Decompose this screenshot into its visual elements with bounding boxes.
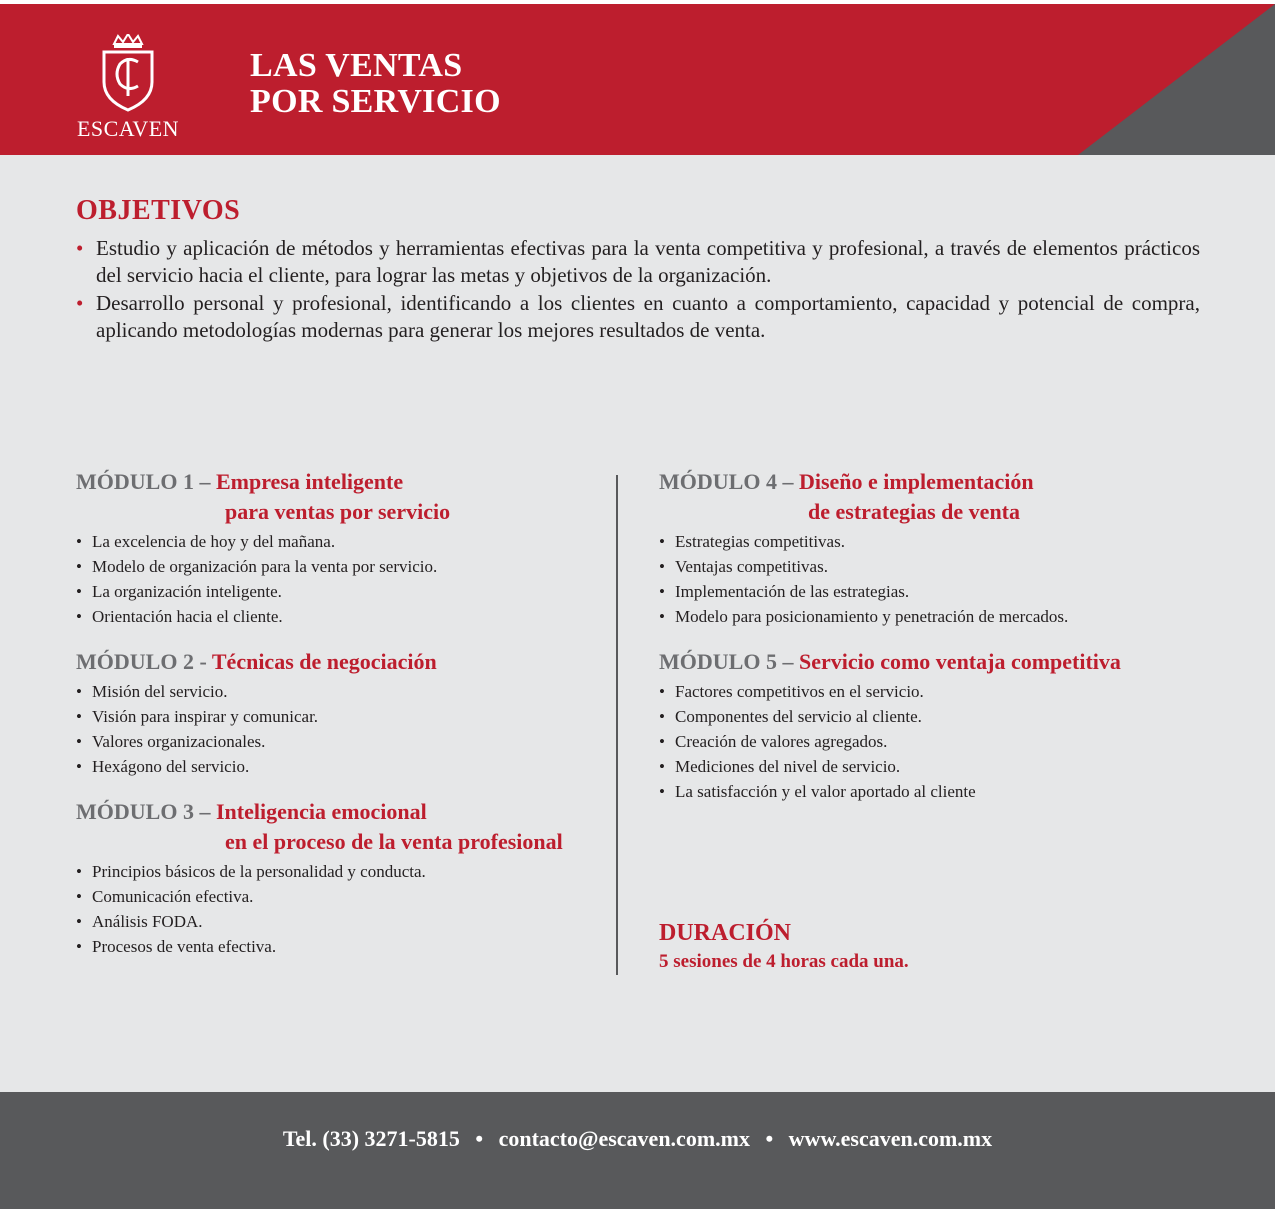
list-item: • La organización inteligente. bbox=[76, 579, 616, 604]
module-5 bbox=[659, 647, 1199, 804]
list-item: • Creación de valores agregados. bbox=[659, 729, 1199, 754]
crest-icon bbox=[98, 34, 158, 114]
column-divider bbox=[616, 475, 618, 975]
list-item: • Modelo de organización para la venta por servicio. bbox=[76, 554, 616, 579]
bullet-icon: • bbox=[76, 291, 84, 315]
list-item: • Análisis FODA. bbox=[76, 909, 616, 934]
module-heading: MÓDULO 4 – Diseño e implementación de estrategias de venta bbox=[659, 469, 1034, 524]
logo-wordmark: ESCAVEN bbox=[76, 116, 180, 141]
module-topics bbox=[76, 679, 616, 779]
list-item: • Principios básicos de la personalidad y conducta. bbox=[76, 859, 616, 884]
module-heading: MÓDULO 1 – Empresa inteligente para ventas por servicio bbox=[76, 469, 451, 524]
list-item: • Visión para inspirar y comunicar. bbox=[76, 704, 616, 729]
footer-bar bbox=[0, 1092, 1275, 1209]
module-heading: MÓDULO 2 - Técnicas de negociación bbox=[76, 649, 437, 674]
list-item: • La satisfacción y el valor aportado al cliente bbox=[659, 779, 1199, 804]
duracion-text: 5 sesiones de 4 horas cada una. bbox=[659, 951, 909, 972]
module-heading: MÓDULO 5 – Servicio como ventaja competitiva bbox=[659, 649, 1121, 674]
objetivos-list bbox=[76, 235, 1200, 345]
module-topics bbox=[659, 679, 1199, 804]
module-topics bbox=[659, 529, 1199, 629]
list-item: • Misión del servicio. bbox=[76, 679, 616, 704]
objetivo-item: • Estudio y aplicación de métodos y herramientas efectivas para la venta competitiva y profesional, a través de elementos prácticos del servicio hacia el cliente, para lograr las metas y objetivos de la organización. bbox=[76, 236, 1200, 287]
contact-line bbox=[0, 1126, 1275, 1152]
website-link[interactable]: www.escaven.com.mx bbox=[788, 1126, 993, 1151]
content-area bbox=[0, 155, 1275, 1092]
module-1 bbox=[76, 467, 616, 629]
separator-dot: • bbox=[475, 1126, 484, 1151]
list-item: • Factores competitivos en el servicio. bbox=[659, 679, 1199, 704]
list-item: • Comunicación efectiva. bbox=[76, 884, 616, 909]
list-item: • Valores organizacionales. bbox=[76, 729, 616, 754]
escaven-logo bbox=[68, 34, 188, 144]
duracion-heading: DURACIÓN bbox=[659, 920, 791, 946]
list-item: • Orientación hacia el cliente. bbox=[76, 604, 616, 629]
list-item: • Ventajas competitivas. bbox=[659, 554, 1199, 579]
list-item: • Componentes del servicio al cliente. bbox=[659, 704, 1199, 729]
objetivo-item: • Desarrollo personal y profesional, identificando a los clientes en cuanto a comportamiento, capacidad y potencial de compra, aplicando metodologías modernas para generar los mejores resultados de venta. bbox=[76, 291, 1200, 342]
module-topics bbox=[76, 859, 616, 959]
phone-number[interactable]: Tel. (33) 3271-5815 bbox=[282, 1126, 460, 1151]
gray-corner-decoration bbox=[0, 4, 1275, 155]
list-item: • Hexágono del servicio. bbox=[76, 754, 616, 779]
module-2 bbox=[76, 647, 616, 779]
modules-left-column bbox=[76, 467, 616, 977]
module-topics bbox=[76, 529, 616, 629]
header-banner bbox=[0, 4, 1275, 155]
list-item: • Estrategias competitivas. bbox=[659, 529, 1199, 554]
module-3 bbox=[76, 797, 616, 959]
list-item: • Modelo para posicionamiento y penetración de mercados. bbox=[659, 604, 1199, 629]
list-item: • Procesos de venta efectiva. bbox=[76, 934, 616, 959]
list-item: • La excelencia de hoy y del mañana. bbox=[76, 529, 616, 554]
title-line-1: LAS VENTAS bbox=[250, 47, 463, 84]
module-4 bbox=[659, 467, 1199, 629]
title-line-2: POR SERVICIO bbox=[250, 83, 501, 120]
module-heading: MÓDULO 3 – Inteligencia emocional en el proceso de la venta profesional bbox=[76, 799, 563, 854]
modules-right-column bbox=[659, 467, 1199, 822]
objetivos-heading: OBJETIVOS bbox=[76, 195, 241, 226]
list-item: • Implementación de las estrategias. bbox=[659, 579, 1199, 604]
bullet-icon: • bbox=[76, 236, 84, 260]
list-item: • Mediciones del nivel de servicio. bbox=[659, 754, 1199, 779]
separator-dot: • bbox=[765, 1126, 774, 1151]
course-title bbox=[250, 48, 501, 120]
email-link[interactable]: contacto@escaven.com.mx bbox=[498, 1126, 750, 1151]
